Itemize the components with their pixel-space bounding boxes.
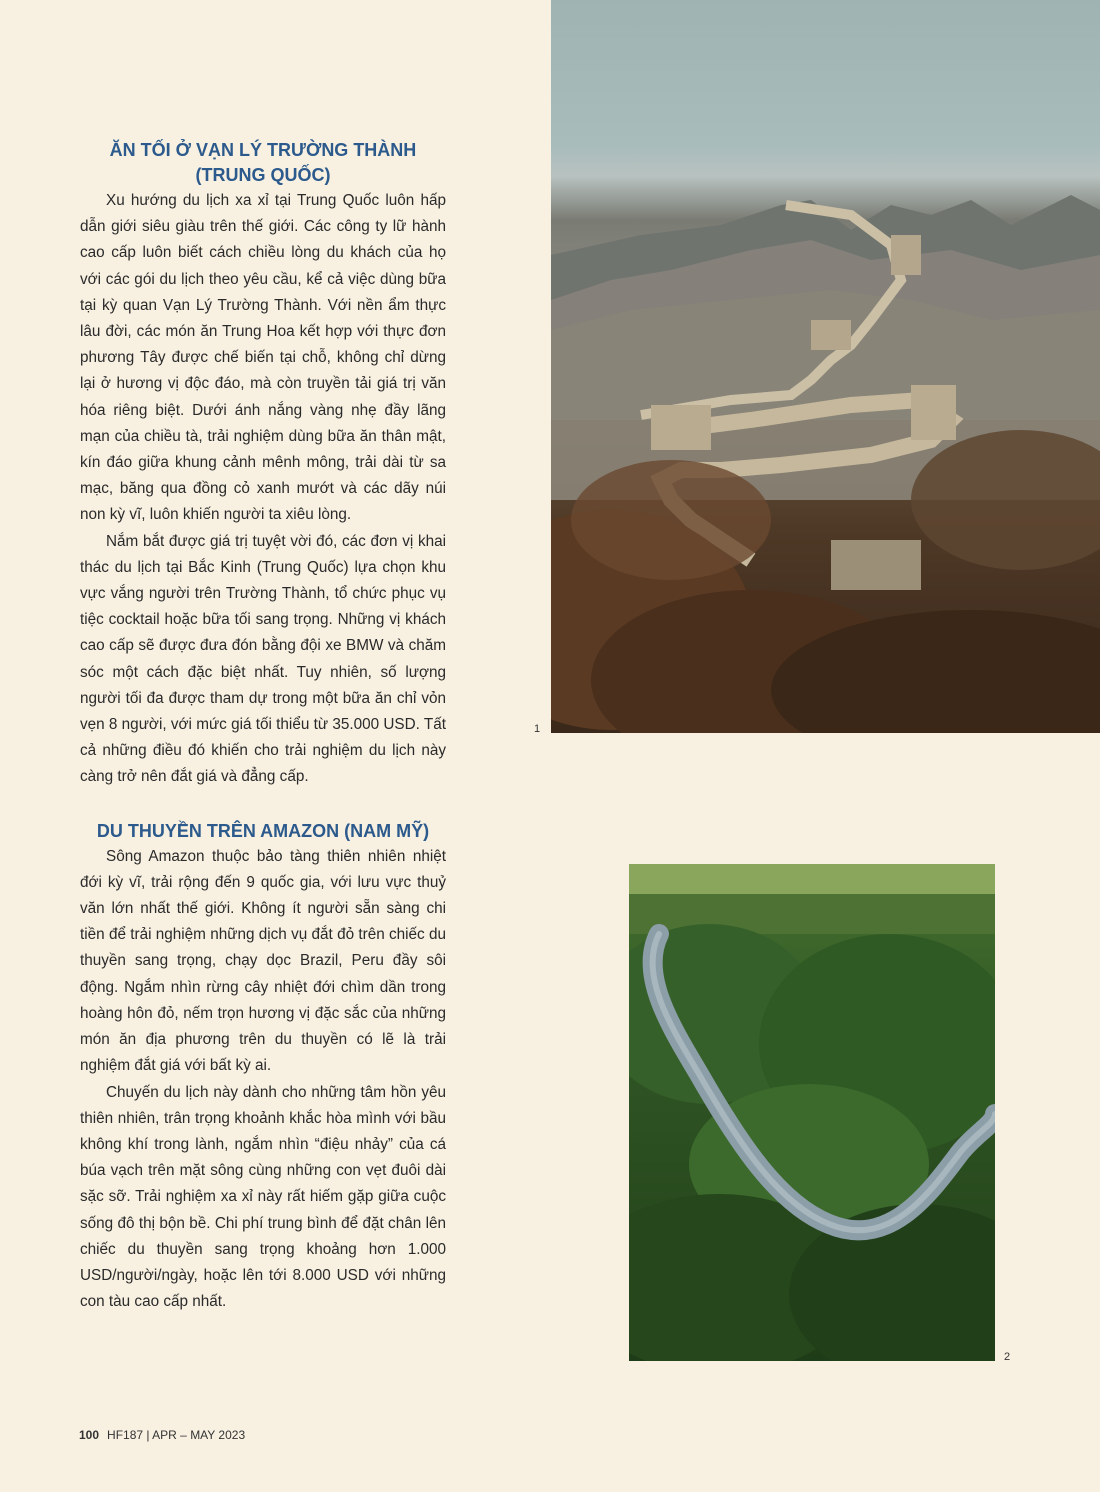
amazon-river-photo [629,864,995,1361]
section-heading-amazon: DU THUYỀN TRÊN AMAZON (NAM MỸ) [96,820,430,841]
paragraph: Sông Amazon thuộc bảo tàng thiên nhiên nhiệt đới kỳ vĩ, trải rộng đến 9 quốc gia, với lưu vực thuỷ văn lớn nhất thế giới. Không ít người sẵn sàng chi tiền để trải nghiệm những dịch vụ đắt đỏ trên chiếc du thuyền sang trọng, chạy dọc Brazil, Peru đầy sôi động. Ngắm nhìn rừng cây nhiệt đới chìm dần trong hoàng hôn đỏ, nếm trọn hương vị đặc sắc của những món ăn địa phương trên du thuyền có lẽ là trải nghiệm đắt giá với bất kỳ ai. [80,847,446,1075]
section-heading-great-wall [80,138,446,188]
article-column [80,138,446,1315]
paragraph: Chuyến du lịch này dành cho những tâm hồn yêu thiên nhiên, trân trọng khoảnh khắc hòa mình với bầu không khí trong lành, ngắm nhìn “điệu nhảy” của cá búa vạch trên mặt sông cùng những con vẹt đuôi dài sặc sỡ. Trải nghiệm xa xỉ này rất hiếm gặp giữa cuộc sống đô thị bộn bề. Chi phí trung bình để đặt chân lên chiếc du thuyền sang trọng khoảng hơn 1.000 USD/người/ngày, hoặc lên tới 8.000 USD với những con tàu cao cấp nhất. [80,1083,446,1311]
paragraph: Xu hướng du lịch xa xỉ tại Trung Quốc luôn hấp dẫn giới siêu giàu trên thế giới. Các công ty lữ hành cao cấp luôn biết cách chiều lòng du khách của họ với các gói du lịch theo yêu cầu, kể cả việc dùng bữa tại kỳ quan Vạn Lý Trường Thành. Với nền ẩm thực lâu đời, các món ăn Trung Hoa kết hợp với thực đơn phương Tây được chế biến tại chỗ, không chỉ dừng lại ở hương vị độc đáo, mà còn truyền tải giá trị văn hóa riêng biệt. Dưới ánh nắng vàng nhẹ đầy lãng mạn của chiều tà, trải nghiệm dùng bữa ăn thân mật, kín đáo giữa khung cảnh mênh mông, trải dài từ sa mạc, băng qua đồng cỏ xanh mướt và các dãy núi non kỳ vĩ, luôn khiến người ta xiêu lòng. [80,192,446,524]
page-footer [79,1428,245,1442]
paragraph: Nắm bắt được giá trị tuyệt vời đó, các đơn vị khai thác du lịch tại Bắc Kinh (Trung Quốc) lựa chọn khu vực vắng người trên Trường Thành, tổ chức phục vụ tiệc cocktail hoặc bữa tối sang trọng. Những vị khách cao cấp sẽ được đưa đón bằng đội xe BMW và chăm sóc một cách đặc biệt nhất. Tuy nhiên, số lượng người tối đa được tham dự trong một bữa ăn chỉ vỏn vẹn 8 người, với mức giá tối thiểu từ 35.000 USD. Tất cả những điều đó khiến cho trải nghiệm du lịch này càng trở nên đắt giá và đẳng cấp. [80,532,446,786]
photo-caption-number: 2 [1004,1351,1011,1363]
heading-line-2: (TRUNG QUỐC) [195,165,331,185]
heading-line-1: ĂN TỐI Ở VẠN LÝ TRƯỜNG THÀNH [109,140,417,160]
photo-caption-number: 1 [534,723,541,735]
page-number: 100 [79,1428,100,1442]
amazon-river-illustration [629,864,995,1361]
issue-label: HF187 | APR – MAY 2023 [107,1428,246,1442]
great-wall-photo [551,0,1100,733]
great-wall-illustration [551,0,1100,733]
